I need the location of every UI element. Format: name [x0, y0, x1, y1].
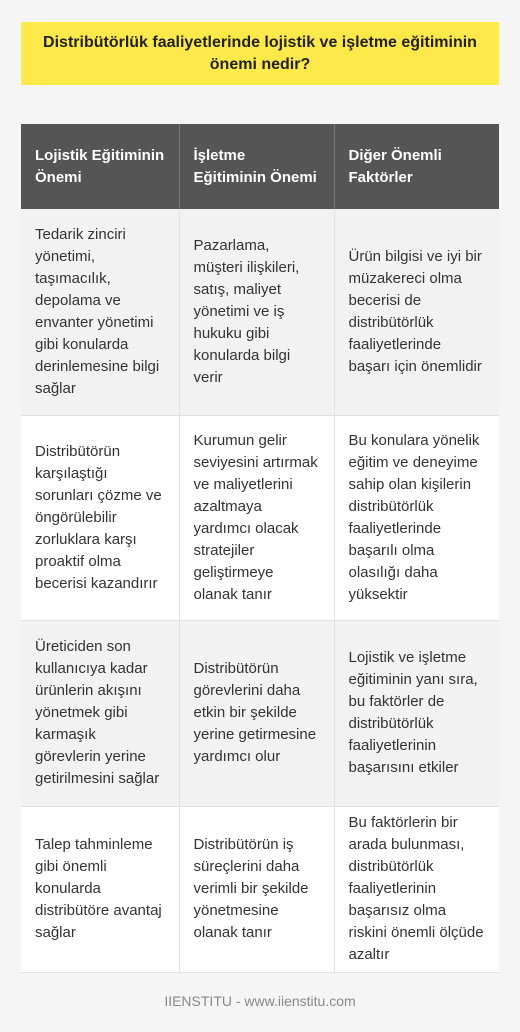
table-cell: Üreticiden son kullanıcıya kadar ürünlerin akışını yönetmek gibi karmaşık görevlerin yerine getirilmesini sağlar [21, 620, 179, 806]
header-business: İşletme Eğitiminin Önemi [179, 124, 334, 209]
table-cell: Ürün bilgisi ve iyi bir müzakereci olma becerisi de distribütörlük faaliyetlerinde başarı için önemlidir [334, 209, 499, 415]
title-banner [21, 22, 499, 85]
header-logistics: Lojistik Eğitiminin Önemi [21, 124, 179, 209]
table-row [21, 209, 499, 415]
footer-credit: IIENSTITU - www.iienstitu.com [164, 993, 356, 1009]
table-row [21, 806, 499, 972]
table-row [21, 620, 499, 806]
table-cell: Distribütörün karşılaştığı sorunları çözme ve öngörülebilir zorluklara karşı proaktif olma becerisi kazandırır [21, 415, 179, 620]
page-title: Distribütörlük faaliyetlerinde lojistik ve işletme eğitiminin önemi nedir? [43, 33, 477, 73]
table-cell: Kurumun gelir seviyesini artırmak ve maliyetlerini azaltmaya yardımcı olacak stratejiler geliştirmeye olanak tanır [179, 415, 334, 620]
table-cell: Talep tahminleme gibi önemli konularda distribütöre avantaj sağlar [21, 806, 179, 972]
table-cell: Pazarlama, müşteri ilişkileri, satış, maliyet yönetimi ve iş hukuku gibi konularda bilgi verir [179, 209, 334, 415]
table-cell: Distribütörün iş süreçlerini daha verimli bir şekilde yönetmesine olanak tanır [179, 806, 334, 972]
table-cell: Bu faktörlerin bir arada bulunması, distribütörlük faaliyetlerinin başarısız olma riskini önemli ölçüde azaltır [334, 806, 499, 972]
table-cell: Tedarik zinciri yönetimi, taşımacılık, depolama ve envanter yönetimi gibi konularda derinlemesine bilgi sağlar [21, 209, 179, 415]
table-cell: Lojistik ve işletme eğitiminin yanı sıra, bu faktörler de distribütörlük faaliyetlerinin başarısını etkiler [334, 620, 499, 806]
table-row [21, 415, 499, 620]
comparison-table [21, 124, 499, 973]
table-cell: Distribütörün görevlerini daha etkin bir şekilde yerine getirmesine yardımcı olur [179, 620, 334, 806]
table-header-row [21, 124, 499, 209]
header-other-factors: Diğer Önemli Faktörler [334, 124, 499, 209]
table-cell: Bu konulara yönelik eğitim ve deneyime sahip olan kişilerin distribütörlük faaliyetlerinde başarılı olma olasılığı daha yüksektir [334, 415, 499, 620]
